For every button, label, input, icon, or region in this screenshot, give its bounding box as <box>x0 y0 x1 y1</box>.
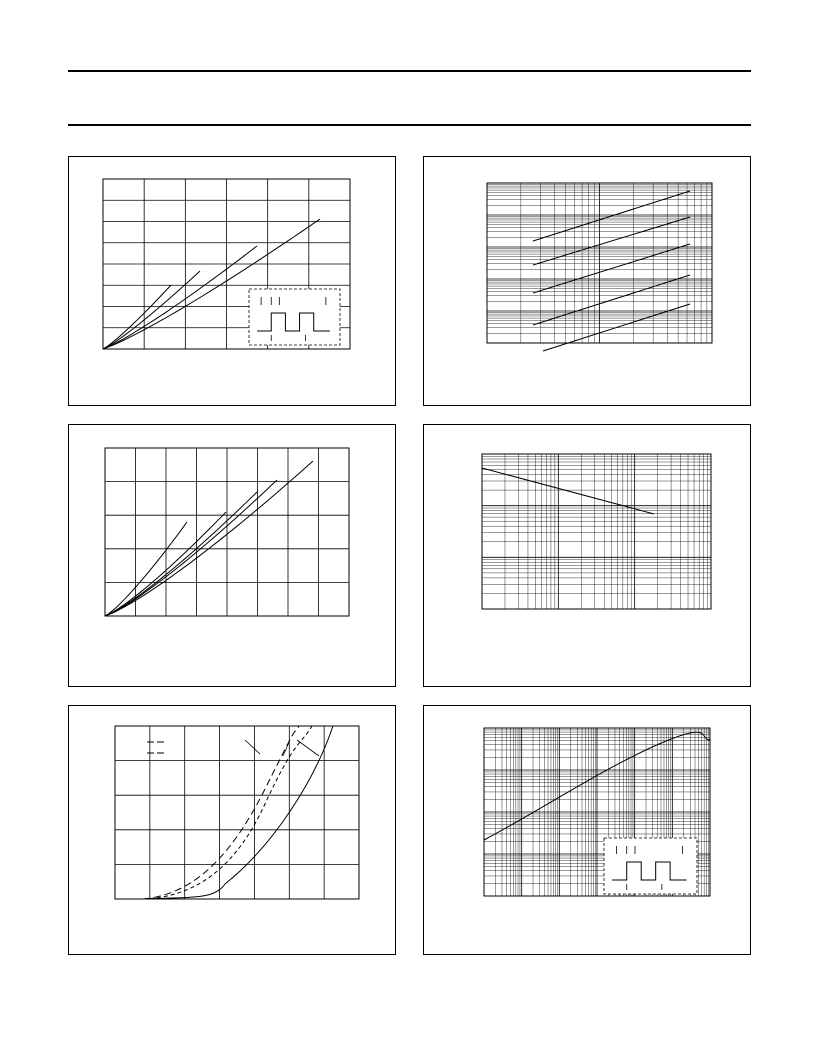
figure-panel-3 <box>68 424 396 687</box>
fig3-curve-5 <box>105 461 313 616</box>
fig5-curve-short-dash <box>143 726 312 899</box>
figure-4-plot <box>424 425 752 688</box>
fig2-curve-1 <box>533 191 690 241</box>
figure-3-plot <box>69 425 397 688</box>
figure-1-plot <box>69 157 397 407</box>
fig2-curve-4 <box>533 275 690 325</box>
fig3-curve-4 <box>105 480 277 616</box>
fig5-curve-solid <box>145 726 333 899</box>
figure-panel-5 <box>68 705 396 955</box>
fig5-leader-3 <box>297 740 319 756</box>
fig2-curve-3 <box>533 244 690 293</box>
fig6-inset-border <box>604 838 697 894</box>
header-top-rule <box>68 70 751 72</box>
figure-panel-4 <box>423 424 751 687</box>
fig2-curve-2 <box>533 217 690 265</box>
figure-panel-1 <box>68 156 396 406</box>
fig1-inset-border <box>249 289 340 345</box>
figure-panel-6 <box>423 705 751 955</box>
fig1-curve-1 <box>103 285 171 349</box>
figure-6-plot <box>424 706 752 956</box>
fig5-curve-long-dash <box>143 726 299 899</box>
fig4-curve-1 <box>482 468 654 514</box>
figure-5-plot <box>69 706 397 956</box>
header-bottom-rule <box>68 124 751 126</box>
fig3-curve-3 <box>105 492 257 616</box>
fig5-leader-1 <box>245 740 260 754</box>
figure-2-plot <box>424 157 752 407</box>
figure-panel-2 <box>423 156 751 406</box>
fig3-curve-1 <box>105 522 187 616</box>
